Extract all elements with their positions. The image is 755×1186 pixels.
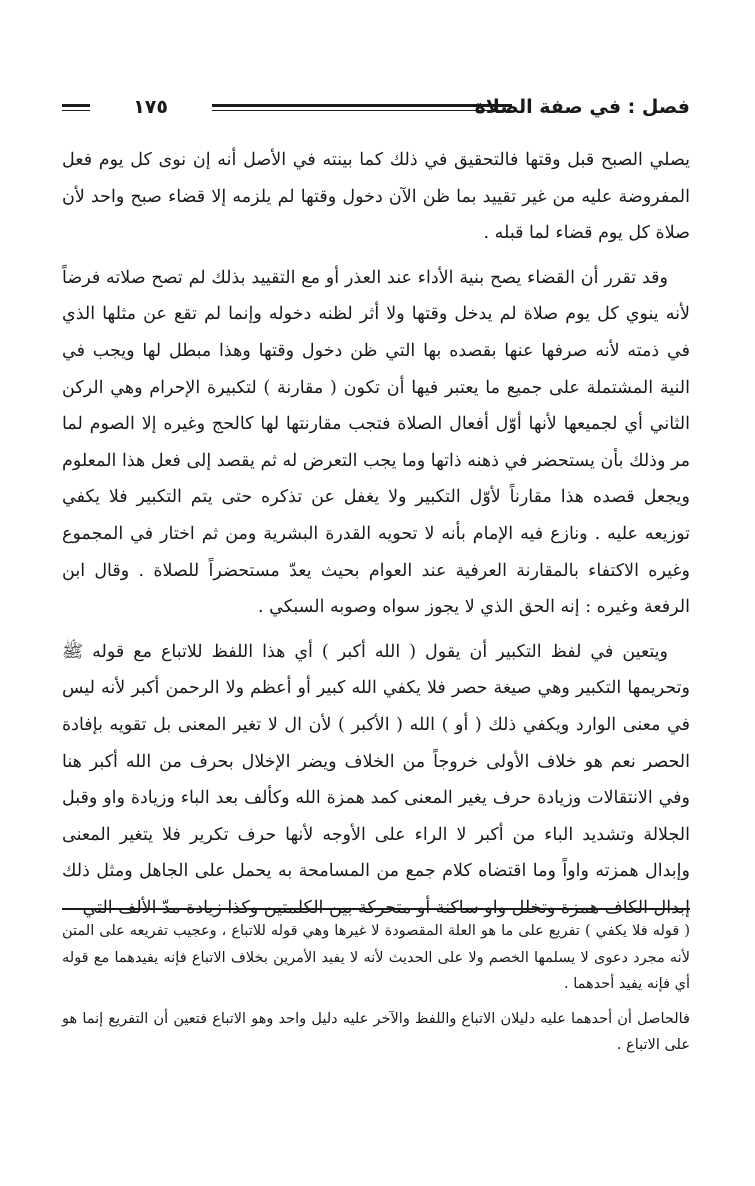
page-header xyxy=(62,94,690,120)
footnote: ( قوله فلا يكفي ) تفريع على ما هو العلة المقصودة لا غيرها وهي قوله للاتباع ، وعجيب تفريعه على المتن لأنه مجرد دعوى لا يسلمها الخصم ولا على الحديث لأنه لا يفيد الأمرين بخلاف الاتباع فإنه يفيدهما مع قوله أي فإنه يفيد أحدهما . xyxy=(62,923,690,992)
page-number: ١٧٥ xyxy=(133,96,168,118)
paragraph: يصلي الصبح قبل وقتها فالتحقيق في ذلك كما بينته في الأصل أنه إن نوى كل يوم فعل المفروضة عليه من غير تقييد بما ظن الآن دخول وقتها لم يلزمه إلا قضاء صبح واحد لأن صلاة كل يوم قضاء لما قبله . xyxy=(62,150,690,244)
header-rule-end xyxy=(62,104,90,111)
header-rule xyxy=(212,104,512,111)
main-text xyxy=(62,142,690,926)
footnotes xyxy=(62,918,690,1059)
paragraph: وقد تقرر أن القضاء يصح بنية الأداء عند العذر أو مع التقييد بذلك لم تصح صلاته فرضاً لأنه ينوي كل يوم صلاة لم يدخل وقتها ولا أثر لظنه دخوله وإنما لم تقع عن مثلها الذي في ذمته لأنه صرفها عنها بقصده بها التي ظن دخول وقتها وهذا مبطل لها ويجب في النية المشتملة على جميع ما يعتبر فيها أن تكون ( مقارنة ) لتكبيرة الإحرام وهي الركن الثاني أي لجميعها لأنها أوّل أفعال الصلاة فتجب مقارنتها لها كالحج وغيره إلا الصوم لما مر وذلك بأن يستحضر في ذهنه ذاتها وما يجب التعرض له ثم يقصد إلى فعل هذا المعلوم ويجعل قصده هذا مقارناً لأوّل التكبير ولا يغفل عن تذكره حتى يتم التكبير فلا يكفي توزيعه عليه . ونازع فيه الإمام بأنه لا تحويه القدرة البشرية ومن ثم اختار في المجموع وغيره الاكتفاء بالمقارنة العرفية عند العوام بحيث يعدّ مستحضراً للصلاة . وقال ابن الرفعة وغيره : إنه الحق الذي لا يجوز سواه وصوبه السبكي . xyxy=(62,267,690,618)
paragraph: ويتعين في لفظ التكبير أن يقول ( الله أكبر ) أي هذا اللفظ للاتباع مع قوله ﷺ وتحريمها التكبير وهي صيغة حصر فلا يكفي الله كبير أو أعظم ولا الرحمن أكبر لأنه ليس في معنى الوارد ويكفي ذلك ( أو ) الله ( الأكبر ) لأن ال لا تغير المعنى بل تقويه بإفادة الحصر نعم هو خلاف الأولى خروجاً من الخلاف ويضر الإخلال بحرف من الله أكبر هنا وفي الانتقالات وزيادة حرف يغير المعنى كمد همزة الله وكألف بعد الباء وزيادة واو وقبل الجلالة وتشديد الباء من أكبر لا الراء على الأوجه لأنها حرف تكرير فلا يتغير المعنى وإبدال همزته واواً وما اقتضاه كلام جمع من المسامحة به يحمل على الجاهل ومثل ذلك إبدال الكاف همزة وتخلل واو ساكنة أو متحركة بين الكلمتين وكذا زيادة مدّ الألف التي xyxy=(62,641,690,918)
footnote-separator xyxy=(62,908,690,910)
footnote: فالحاصل أن أحدهما عليه دليلان الاتباع واللفظ والآخر عليه دليل واحد وهو الاتباع فتعين أن التفريع إنما هو على الاتباع . xyxy=(62,1010,690,1053)
chapter-title: فصل : في صفة الصلاة xyxy=(474,96,690,118)
